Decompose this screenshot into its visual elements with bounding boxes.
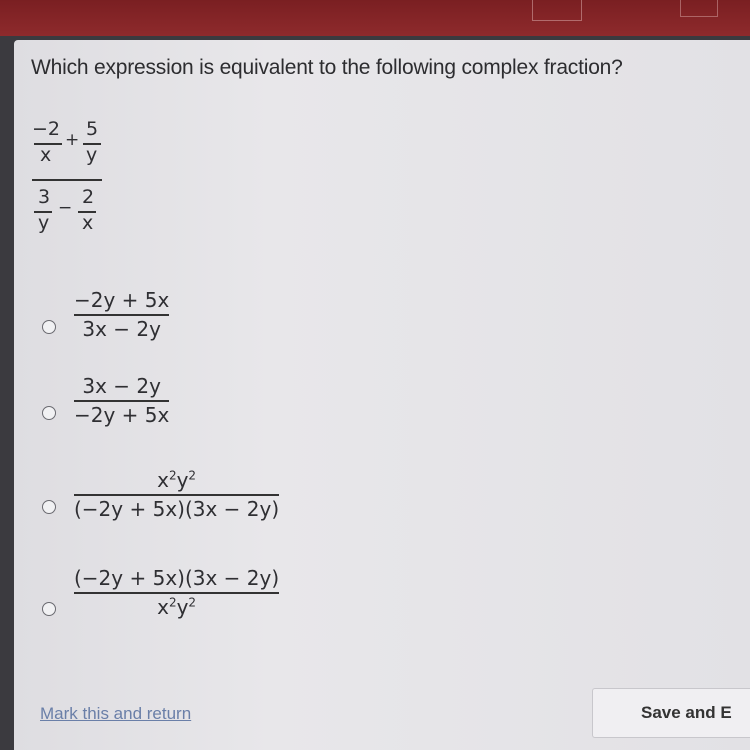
option-3-bar [74,494,279,496]
cf-bottom-left-numerator: 3 [38,186,51,208]
option-1-numerator: −2y + 5x [74,288,170,312]
cf-top-right-numerator: 5 [86,118,99,140]
option-3-numerator: $x^2y^2$ [157,468,197,492]
cf-top-right-denominator: y [86,144,98,166]
option-2-fraction[interactable] [74,374,169,427]
question-panel [14,40,750,750]
top-bar-tab[interactable] [532,0,582,21]
option-1-fraction[interactable] [74,288,169,341]
mark-and-return-link[interactable]: Mark this and return [40,704,192,723]
cf-top-operator: + [65,130,80,150]
option-1-denominator: 3x − 2y [82,317,161,341]
option-4-radio[interactable] [42,602,56,616]
cf-main-bar [32,179,102,181]
option-2-denominator: −2y + 5x [74,403,170,427]
option-1-bar [74,314,169,316]
option-3-radio[interactable] [42,500,56,514]
option-4-fraction[interactable] [74,566,279,619]
top-bar-corner-button[interactable] [680,0,718,17]
option-4-bar [74,592,279,594]
option-1-radio[interactable] [42,320,56,334]
cf-bottom-right-numerator: 2 [82,186,95,208]
option-4-denominator: $x^2y^2$ [157,595,197,619]
cf-top-left-numerator: −2 [32,118,61,140]
cf-bottom-operator: − [58,198,73,218]
top-bar [0,0,750,36]
cf-top-left-denominator: x [40,144,52,166]
option-3-denominator: (−2y + 5x)(3x − 2y) [74,497,280,521]
complex-fraction [32,118,122,240]
save-and-exit-button[interactable]: Save and E [592,688,750,738]
option-3-fraction[interactable] [74,468,279,521]
option-4-numerator: (−2y + 5x)(3x − 2y) [74,566,280,590]
option-2-numerator: 3x − 2y [82,374,161,398]
question-prompt: Which expression is equivalent to the following complex fraction? [31,56,623,79]
option-2-radio[interactable] [42,406,56,420]
cf-bottom-right-denominator: x [82,212,94,234]
cf-bottom-left-denominator: y [38,212,50,234]
option-2-bar [74,400,169,402]
